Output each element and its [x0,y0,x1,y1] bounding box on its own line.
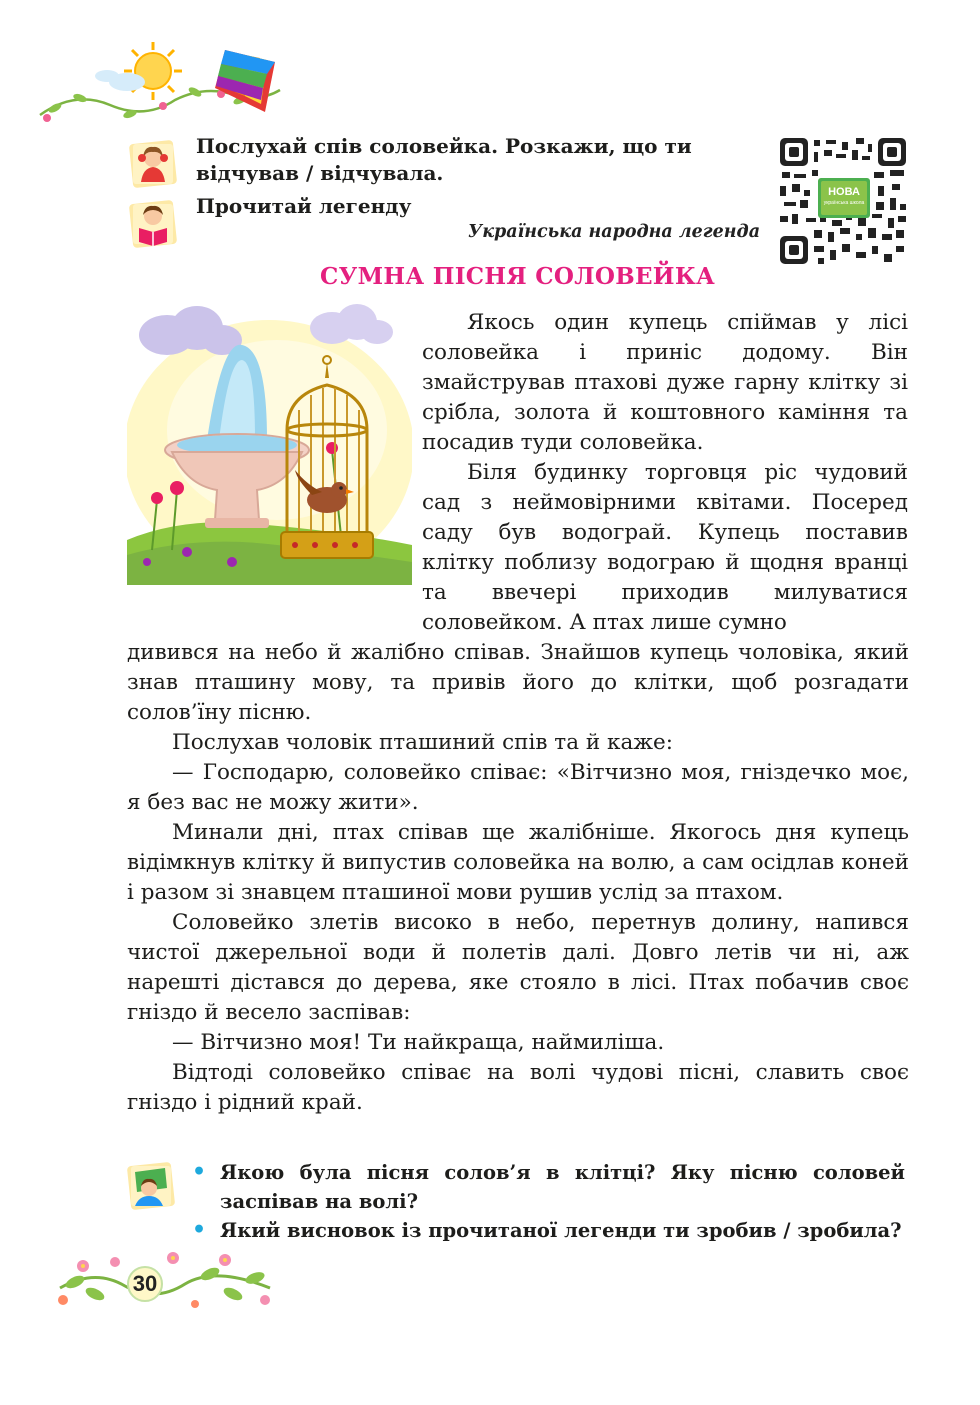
questions-block [192,1158,905,1245]
qr-badge-sublabel: українська школа [823,200,865,206]
legend-source: Українська народна легенда [468,222,761,242]
story-paragraph-7: — Вітчизно моя! Ти найкраща, наймиліша. [172,1030,665,1055]
question-item-1 [192,1158,905,1216]
questions-icon [125,1158,179,1212]
story-paragraph-2-continued: дивився на небо й жалібно співав. Знайшов купець чоловіка, який знав пташину мову, та привів його до клітки, щоб розгадати солов’їну пісню. [127,640,909,725]
bullet-icon: • [192,1217,207,1243]
sun-kite-decoration [35,40,285,135]
question-2-text: Який висновок із прочитаної легенди ти зробив / зробила? [220,1219,902,1242]
floral-footer-decoration [55,1248,275,1316]
story-paragraph-8: Відтоді соловейко співає на волі чудові пісні, славить своє гніздо і рідний край. [127,1060,909,1115]
read-task-icon [127,196,179,250]
story-main-block [127,638,909,1118]
story-paragraph-2: Біля будинку торговця ріс чудовий сад з неймовірними квітами. Посеред саду був водограй. Купець поставив клітку поблизу водограю й щодня вранці та ввечері приходив милуватися соловейком. А птах лише сумно [422,460,908,635]
read-task-text: Прочитай легенду [196,194,412,218]
qr-code[interactable] [778,136,908,266]
story-paragraph-3: Послухав чоловік пташиний спів та й каже: [172,730,674,755]
fountain-cage-illustration [127,300,412,585]
qr-badge-label: НОВА [828,186,860,198]
story-paragraph-5: Минали дні, птах співав ще жалібніше. Якогось дня купець відімкнув клітку й випустив соловейка на волю, а сам осідлав коней і разом зі знавцем пташиної мови рушив услід за птахом. [127,820,909,905]
question-item-2 [192,1216,905,1245]
question-1-text: Якою була пісня солов’я в клітці? Яку пісню соловей заспівав на волі? [220,1161,905,1213]
listen-task-text: Послухай спів соловейка. Розкажи, що ти відчував / відчувала. [196,134,692,185]
story-paragraph-1: Якось один купець спіймав у лісі соловейка і приніс додому. Він змайстрував птахові дуже гарну клітку зі срібла, золота й коштовного каміння та посадив туди соловейка. [422,310,908,455]
story-top-block [422,308,908,638]
page-number: 30 [132,1271,158,1296]
bullet-icon: • [192,1159,207,1185]
story-paragraph-6: Соловейко злетів високо в небо, перетнув долину, напився чистої джерельної води й полетів далі. Довго летів чи ні, аж нарешті дістався до дерева, яке стояло в лісі. Птах побачив своє гніздо й весело заспівав: [127,910,909,1025]
story-title: СУМНА ПІСНЯ СОЛОВЕЙКА [320,263,716,290]
story-paragraph-4: — Господарю, соловейко співає: «Вітчизно моя, гніздечко моє, я без вас не можу жити». [127,760,909,815]
listen-task-icon [127,136,179,190]
